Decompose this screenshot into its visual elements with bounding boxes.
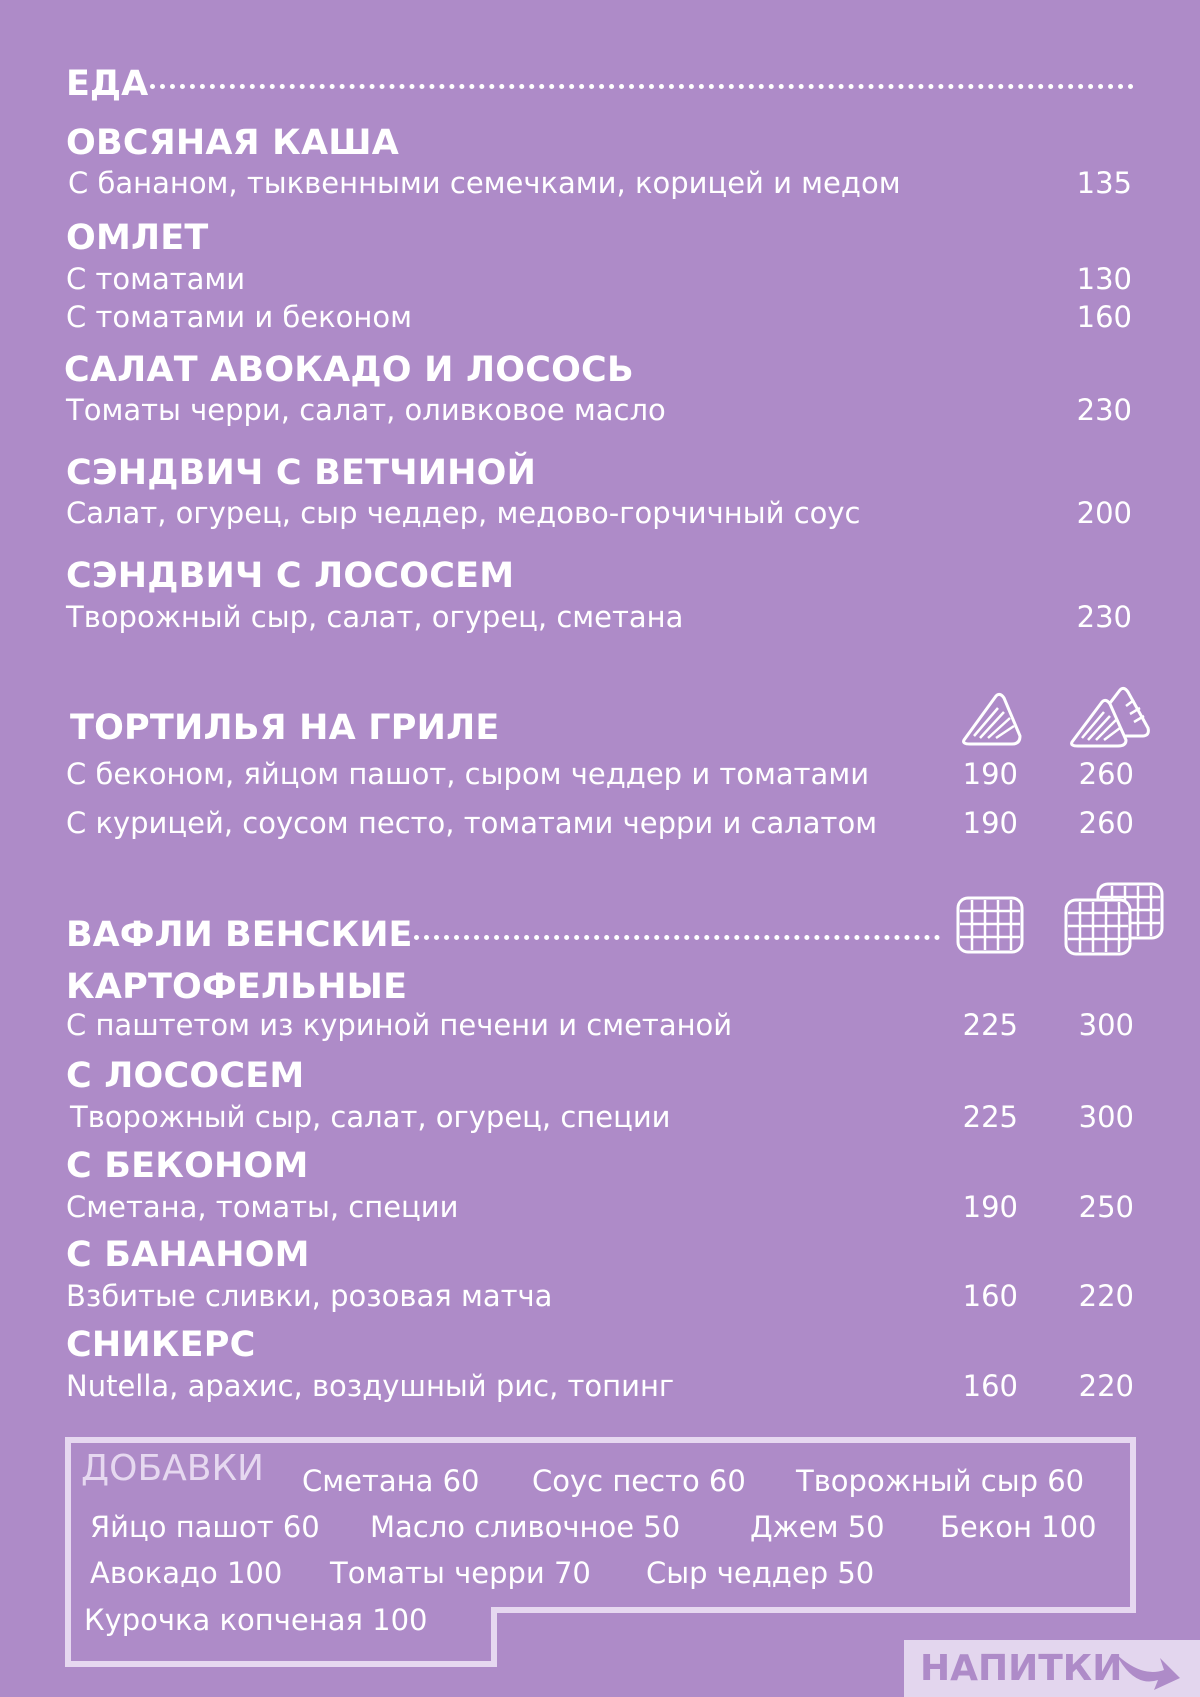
waffle-price-large: 300 [1078,1100,1134,1134]
item-name: ОМЛЕТ [66,218,209,258]
item-name: САЛАТ АВОКАДО И ЛОСОСЬ [64,350,634,390]
waffle-price-small: 225 [962,1100,1018,1134]
drinks-nav-button[interactable] [904,1640,1200,1697]
item-price: 130 [1076,262,1132,296]
tortilla-desc: С беконом, яйцом пашот, сыром чеддер и томатами [66,757,870,791]
item-desc: С томатами и беконом [66,300,412,334]
item-price: 200 [1076,496,1132,530]
waffle-price-small: 225 [962,1008,1018,1042]
waffle-price-small: 160 [962,1369,1018,1403]
waffle-price-small: 190 [962,1190,1018,1224]
food-section-title: ЕДА [66,64,149,104]
addon-item: Яйцо пашот 60 [90,1510,320,1544]
item-desc: С бананом, тыквенными семечками, корицей и медом [68,166,901,200]
addon-item: Масло сливочное 50 [370,1510,681,1544]
waffle-price-large: 220 [1078,1279,1134,1313]
item-name: СЭНДВИЧ С ЛОСОСЕМ [66,556,515,596]
item-price: 135 [1076,166,1132,200]
waffle-desc: С паштетом из куриной печени и сметаной [66,1008,733,1042]
item-desc: Томаты черри, салат, оливковое масло [66,393,666,427]
arrow-right-icon [1112,1644,1182,1692]
item-price: 230 [1076,600,1132,634]
addon-item: Сметана 60 [302,1464,480,1498]
item-price: 230 [1076,393,1132,427]
tortilla-desc: С курицей, соусом песто, томатами черри и салатом [66,806,878,840]
waffle-name: С БЕКОНОМ [66,1146,309,1186]
waffle-name: СНИКЕРС [66,1325,256,1365]
waffle-price-small: 160 [962,1279,1018,1313]
item-desc: Салат, огурец, сыр чеддер, медово-горчичный соус [66,496,861,530]
tortilla-price-small: 190 [962,806,1018,840]
item-name: СЭНДВИЧ С ВЕТЧИНОЙ [66,453,537,493]
tortilla-price-large: 260 [1078,806,1134,840]
drinks-nav-label: НАПИТКИ [920,1648,1123,1689]
waffle-desc: Взбитые сливки, розовая матча [66,1279,553,1313]
waffle-price-large: 300 [1078,1008,1134,1042]
waffle-price-large: 250 [1078,1190,1134,1224]
item-price: 160 [1076,300,1132,334]
waffle-desc: Nutella, арахис, воздушный рис, топинг [66,1369,675,1403]
waffle-name: С БАНАНОМ [66,1235,310,1275]
item-name: ОВСЯНАЯ КАША [66,123,400,163]
waffle-price-large: 220 [1078,1369,1134,1403]
addon-item: Томаты черри 70 [330,1556,591,1590]
waffle-name: С ЛОСОСЕМ [66,1056,305,1096]
tortilla-price-large: 260 [1078,757,1134,791]
addon-item: Курочка копченая 100 [84,1603,428,1637]
addon-item: Бекон 100 [940,1510,1097,1544]
addon-item: Джем 50 [750,1510,885,1544]
addon-item: Соус песто 60 [532,1464,746,1498]
waffle-name: КАРТОФЕЛЬНЫЕ [66,967,408,1007]
waffle-desc: Сметана, томаты, специи [66,1190,459,1224]
addons-title: ДОБАВКИ [75,1447,281,1491]
addon-item: Творожный сыр 60 [796,1464,1085,1498]
addon-item: Авокадо 100 [90,1556,283,1590]
tortilla-price-small: 190 [962,757,1018,791]
tortilla-section-title: ТОРТИЛЬЯ НА ГРИЛЕ [70,708,500,748]
item-desc: С томатами [66,262,246,296]
addon-item: Сыр чеддер 50 [646,1556,875,1590]
waffle-desc: Творожный сыр, салат, огурец, специи [70,1100,671,1134]
waffles-section-title: ВАФЛИ ВЕНСКИЕ [66,915,413,955]
item-desc: Творожный сыр, салат, огурец, сметана [66,600,684,634]
